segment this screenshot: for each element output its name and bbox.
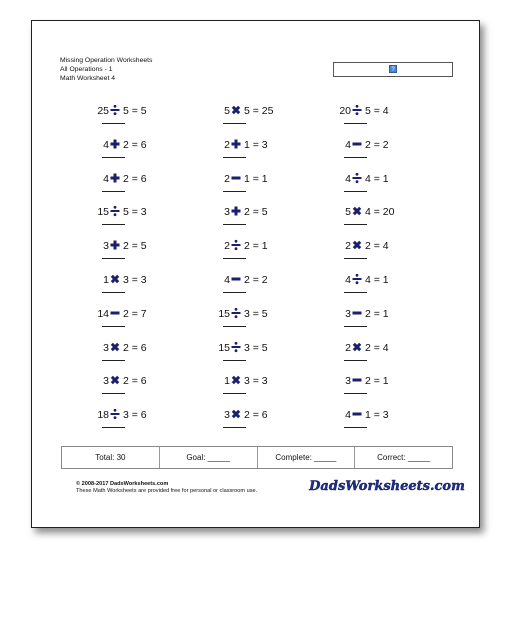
equation-remainder: 2 = 5	[123, 240, 147, 253]
equation-remainder: 2 = 5	[244, 206, 268, 219]
correct-cell: Correct: _____	[377, 453, 431, 462]
minus-icon	[351, 407, 363, 421]
divide-icon	[351, 272, 363, 286]
first-operand: 3	[224, 206, 230, 219]
first-operand: 3	[345, 307, 351, 320]
qr-icon[interactable]: ?	[389, 65, 397, 73]
problem-item	[319, 105, 409, 135]
multiply-icon	[351, 238, 363, 252]
equation-remainder: 2 = 2	[365, 138, 389, 151]
copyright-line: © 2008-2017 DadsWorksheets.com	[76, 481, 169, 487]
problem-item	[198, 240, 288, 270]
logo-image	[309, 476, 465, 494]
divide-icon	[109, 407, 121, 421]
answer-line[interactable]	[344, 292, 367, 293]
problem-item	[198, 274, 288, 304]
complete-cell: Complete: _____	[258, 447, 356, 468]
answer-line[interactable]	[102, 224, 125, 225]
first-operand: 18	[97, 409, 109, 422]
equation-remainder: 2 = 6	[244, 409, 268, 422]
equation-remainder: 3 = 3	[123, 274, 147, 286]
multiply-icon	[109, 373, 121, 387]
first-operand: 4	[345, 138, 351, 151]
header-worksheet-number: Math Worksheet 4	[60, 75, 116, 82]
equation-remainder: 3 = 5	[244, 307, 268, 320]
problem-item	[319, 342, 409, 372]
goal-cell: Goal: _____	[160, 447, 258, 468]
multiply-icon	[230, 103, 242, 117]
problem-item	[319, 308, 409, 338]
equation-remainder: 5 = 25	[244, 105, 274, 117]
equation-remainder: 4 = 20	[365, 206, 395, 219]
answer-line[interactable]	[102, 292, 125, 293]
answer-line[interactable]	[223, 258, 246, 259]
equation-remainder: 2 = 6	[123, 172, 147, 185]
first-operand: 25	[97, 105, 109, 117]
minus-icon	[230, 171, 242, 185]
multiply-icon	[351, 340, 363, 354]
answer-line[interactable]	[223, 427, 246, 428]
problem-item	[77, 409, 167, 439]
multiply-icon	[109, 272, 121, 286]
equation-remainder: 2 = 6	[123, 341, 147, 354]
answer-line[interactable]	[102, 258, 125, 259]
answer-line[interactable]	[344, 258, 367, 259]
header-title: Missing Operation Worksheets	[60, 57, 153, 64]
first-operand: 14	[97, 307, 109, 320]
problem-item	[319, 409, 409, 439]
answer-line[interactable]	[344, 427, 367, 428]
problem-item	[198, 409, 288, 439]
equation-remainder: 4 = 1	[365, 274, 389, 286]
multiply-icon	[230, 373, 242, 387]
problem-item	[77, 139, 167, 169]
first-operand: 4	[103, 172, 109, 185]
problem-item	[319, 240, 409, 270]
multiply-icon	[351, 204, 363, 218]
equation-remainder: 3 = 6	[123, 409, 147, 422]
answer-line[interactable]	[223, 157, 246, 158]
first-operand: 20	[339, 105, 351, 117]
first-operand: 2	[224, 172, 230, 185]
dadsworksheets-logo[interactable]	[309, 476, 465, 494]
first-operand: 4	[103, 138, 109, 151]
problem-item	[198, 139, 288, 169]
first-operand: 3	[224, 409, 230, 422]
equation-remainder: 2 = 6	[123, 138, 147, 151]
answer-line[interactable]	[223, 292, 246, 293]
answer-line[interactable]	[102, 393, 125, 394]
plus-icon	[109, 137, 121, 151]
problem-item	[198, 342, 288, 372]
problem-item	[319, 274, 409, 304]
answer-line[interactable]	[102, 326, 125, 327]
equation-remainder: 3 = 5	[244, 341, 268, 354]
total-cell: Total: 30	[62, 447, 160, 468]
problem-item	[319, 173, 409, 203]
problem-item	[319, 139, 409, 169]
minus-icon	[230, 272, 242, 286]
minus-icon	[351, 373, 363, 387]
divide-icon	[230, 306, 242, 320]
answer-line[interactable]	[102, 157, 125, 158]
equation-remainder: 2 = 1	[365, 307, 389, 320]
worksheet-header	[60, 56, 152, 83]
first-operand: 3	[345, 375, 351, 388]
answer-line[interactable]	[344, 191, 367, 192]
problem-item	[77, 206, 167, 236]
answer-line[interactable]	[223, 224, 246, 225]
equation-remainder: 1 = 3	[244, 138, 268, 151]
answer-line[interactable]	[344, 123, 367, 124]
first-operand: 3	[103, 240, 109, 253]
divide-icon	[351, 103, 363, 117]
problem-item	[198, 308, 288, 338]
problem-item	[198, 375, 288, 405]
answer-line[interactable]	[344, 326, 367, 327]
first-operand: 1	[224, 375, 230, 388]
answer-line[interactable]	[223, 123, 246, 124]
first-operand: 4	[345, 172, 351, 185]
minus-icon	[351, 306, 363, 320]
answer-line[interactable]	[344, 224, 367, 225]
first-operand: 5	[224, 105, 230, 117]
first-operand: 1	[103, 274, 109, 286]
answer-line[interactable]	[344, 157, 367, 158]
first-operand: 15	[97, 206, 109, 219]
answer-line[interactable]	[102, 123, 125, 124]
minus-icon	[109, 306, 121, 320]
first-operand: 15	[218, 341, 230, 354]
header-subtitle: All Operations - 1	[60, 66, 113, 73]
first-operand: 5	[345, 206, 351, 219]
equation-remainder: 5 = 5	[123, 105, 147, 117]
answer-line[interactable]	[102, 360, 125, 361]
logo-text: DadsWorksheets.com	[309, 479, 465, 494]
equation-remainder: 2 = 2	[244, 274, 268, 286]
answer-key-box[interactable]	[333, 62, 453, 77]
equation-remainder: 2 = 4	[365, 341, 389, 354]
equation-remainder: 4 = 1	[365, 172, 389, 185]
divide-icon	[230, 340, 242, 354]
answer-line[interactable]	[344, 393, 367, 394]
answer-line[interactable]	[223, 191, 246, 192]
plus-icon	[109, 238, 121, 252]
minus-icon	[351, 137, 363, 151]
first-operand: 2	[345, 240, 351, 253]
worksheet-page	[31, 20, 480, 528]
equation-remainder: 3 = 3	[244, 375, 268, 388]
answer-line[interactable]	[102, 191, 125, 192]
plus-icon	[230, 137, 242, 151]
equation-remainder: 2 = 1	[244, 240, 268, 253]
problem-item	[77, 375, 167, 405]
problem-item	[77, 173, 167, 203]
divide-icon	[109, 204, 121, 218]
problem-item	[77, 105, 167, 135]
first-operand: 2	[224, 138, 230, 151]
first-operand: 2	[345, 341, 351, 354]
problem-item	[198, 206, 288, 236]
first-operand: 2	[224, 240, 230, 253]
answer-line[interactable]	[223, 393, 246, 394]
equation-remainder: 2 = 7	[123, 307, 147, 320]
first-operand: 15	[218, 307, 230, 320]
problem-item	[319, 375, 409, 405]
first-operand: 4	[345, 274, 351, 286]
first-operand: 4	[345, 409, 351, 422]
usage-line: These Math Worksheets are provided free for personal or classroom use.	[76, 488, 258, 494]
first-operand: 3	[103, 341, 109, 354]
plus-icon	[230, 204, 242, 218]
answer-line[interactable]	[223, 360, 246, 361]
problem-item	[77, 274, 167, 304]
equation-remainder: 5 = 4	[365, 105, 389, 117]
divide-icon	[351, 171, 363, 185]
answer-line[interactable]	[344, 360, 367, 361]
problem-item	[198, 173, 288, 203]
multiply-icon	[230, 407, 242, 421]
equation-remainder: 5 = 3	[123, 206, 147, 219]
copyright-notice	[76, 481, 257, 495]
answer-line[interactable]	[223, 326, 246, 327]
problem-item	[319, 206, 409, 236]
multiply-icon	[109, 340, 121, 354]
divide-icon	[230, 238, 242, 252]
problem-item	[198, 105, 288, 135]
problem-item	[77, 308, 167, 338]
answer-line[interactable]	[102, 427, 125, 428]
first-operand: 4	[224, 274, 230, 286]
problem-item	[77, 240, 167, 270]
problem-item	[77, 342, 167, 372]
equation-remainder: 1 = 1	[244, 172, 268, 185]
first-operand: 3	[103, 375, 109, 388]
equation-remainder: 1 = 3	[365, 409, 389, 422]
divide-icon	[109, 103, 121, 117]
equation-remainder: 2 = 6	[123, 375, 147, 388]
score-table	[61, 446, 453, 469]
plus-icon	[109, 171, 121, 185]
equation-remainder: 2 = 1	[365, 375, 389, 388]
equation-remainder: 2 = 4	[365, 240, 389, 253]
